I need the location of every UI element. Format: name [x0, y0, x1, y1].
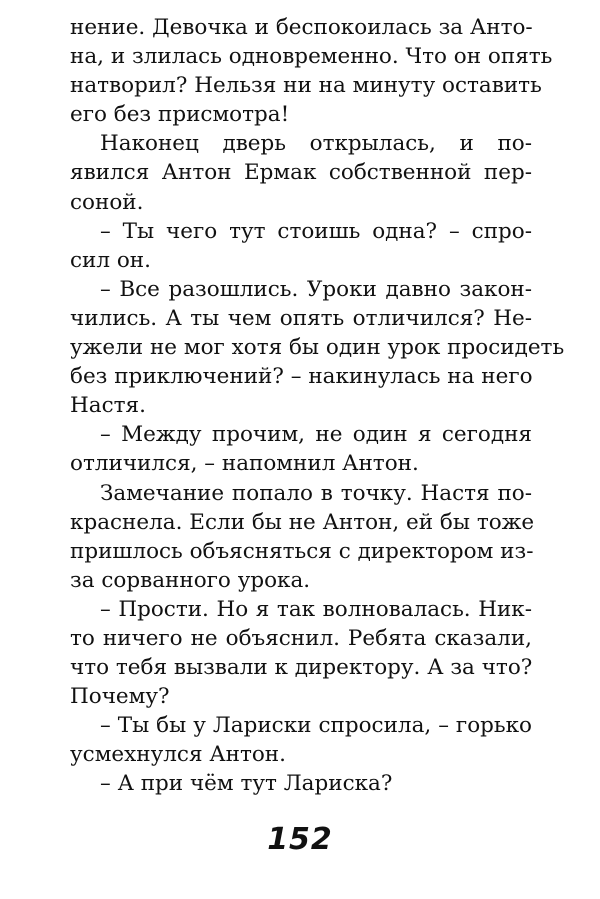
text-line: – Ты бы у Лариски спросила, – горько [100, 713, 532, 739]
text-line: соной. [70, 189, 144, 215]
text-line: пришлось объясняться с директором из- [70, 538, 534, 564]
text-line: Почему? [70, 684, 170, 710]
text-line: то ничего не объяснил. Ребята сказали, [70, 625, 532, 651]
text-line: – А при чём тут Лариска? [100, 771, 393, 797]
text-line: явился Антон Ермак собственной пер- [70, 160, 532, 186]
text-line: усмехнулся Антон. [70, 742, 286, 768]
text-line: – Все разошлись. Уроки давно закон- [100, 276, 532, 302]
text-line: Наконец дверь открылась, и по- [100, 131, 532, 157]
text-line: чились. А ты чем опять отличился? Не- [70, 305, 532, 331]
text-line: – Между прочим, не один я сегодня [100, 422, 532, 448]
text-line: ужели не мог хотя бы один урок просидеть [70, 335, 565, 361]
page-number: 152 [267, 822, 333, 857]
text-line: отличился, – напомнил Антон. [70, 451, 419, 477]
text-line: – Ты чего тут стоишь одна? – спро- [100, 218, 532, 244]
text-line: нение. Девочка и беспокоилась за Анто- [70, 15, 533, 40]
text-line: без приключений? – накинулась на него [70, 364, 533, 390]
text-line: за сорванного урока. [70, 567, 311, 593]
text-line: на, и злилась одновременно. Что он опять [70, 44, 553, 70]
text-line: краснела. Если бы не Антон, ей бы тоже [70, 509, 535, 535]
body-text [70, 13, 565, 799]
text-line: – Прости. Но я так волновалась. Ник- [100, 596, 532, 622]
text-line: Замечание попало в точку. Настя по- [100, 480, 532, 506]
text-line: Настя. [70, 393, 146, 419]
text-line: что тебя вызвали к директору. А за что? [70, 655, 533, 681]
text-line: его без присмотра! [70, 102, 290, 128]
text-line: сил он. [70, 247, 151, 273]
text-line: натворил? Нельзя ни на минуту оставить [70, 73, 542, 99]
